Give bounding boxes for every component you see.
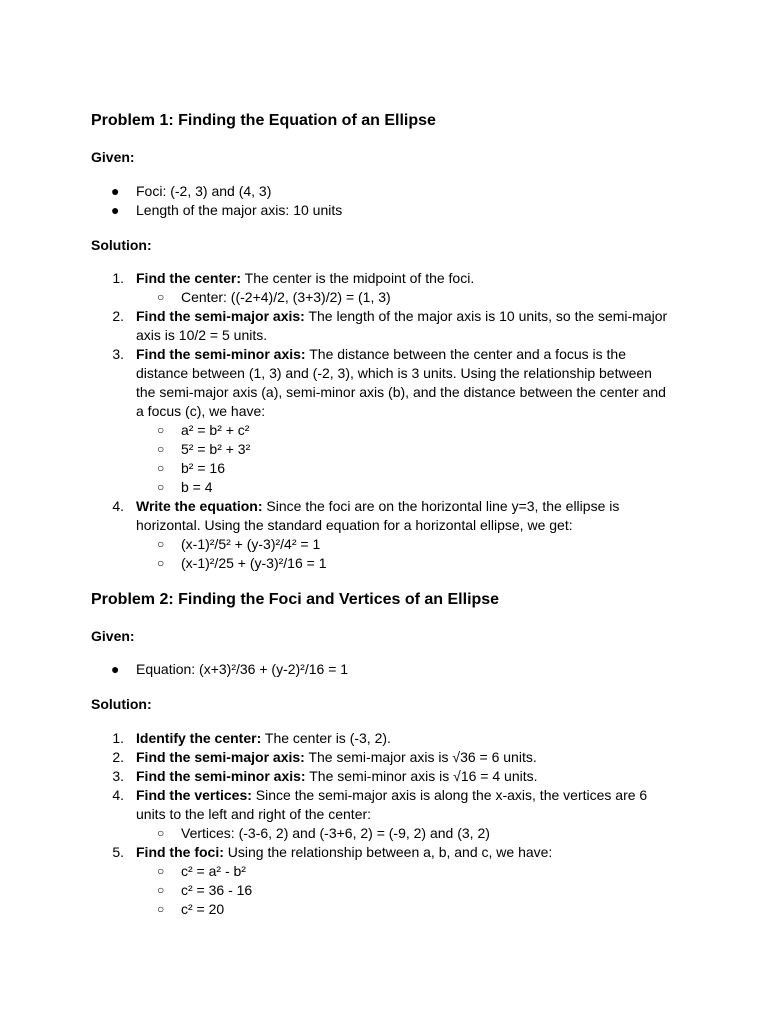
problem-1-steps [91, 269, 671, 573]
circle-bullet-icon: ○ [157, 461, 165, 475]
step-text: Since the semi-major axis is along the x-axis, the vertices are 6 units to the left and right of the center: [136, 787, 648, 822]
sub-item-text: Vertices: (-3-6, 2) and (-3+6, 2) = (-9, 2) and (3, 2) [181, 825, 490, 841]
step-item [91, 767, 671, 786]
sub-item-text: c² = 20 [181, 901, 225, 917]
step-number: 5. [112, 844, 124, 860]
step-number: 2. [112, 749, 124, 765]
sub-item [136, 440, 671, 459]
step-text: The center is (-3, 2). [261, 730, 391, 746]
problem-2-given-list [91, 660, 671, 679]
step-number: 4. [112, 787, 124, 803]
sub-item [136, 900, 671, 919]
step-text: The distance between the center and a focus is the distance between (1, 3) and (-2, 3), which is 3 units. Using the relationship between the semi-major axis (a), semi-minor axis (b), and the distance between the center and a focus (c), we have: [136, 346, 666, 419]
problem-1-title: Problem 1: Finding the Equation of an Ellipse [91, 112, 436, 129]
sub-item-text: b = 4 [181, 479, 213, 495]
step-lead: Find the semi-minor axis: [136, 346, 306, 362]
step-number: 4. [112, 498, 124, 514]
step-number: 1. [112, 730, 124, 746]
step-item [91, 307, 671, 345]
step-item [91, 497, 671, 573]
step-lead: Find the center: [136, 270, 242, 286]
step-lead: Find the vertices: [136, 787, 252, 803]
sub-item [136, 421, 671, 440]
step-lead: Find the semi-major axis: [136, 308, 305, 324]
sub-item-text: c² = 36 - 16 [181, 882, 253, 898]
problem-2-given-label: Given: [91, 628, 135, 644]
circle-bullet-icon: ○ [157, 442, 165, 456]
step-number: 1. [112, 270, 124, 286]
list-item [91, 201, 671, 220]
circle-bullet-icon: ○ [157, 864, 165, 878]
step-item [91, 729, 671, 748]
sub-item [136, 478, 671, 497]
sub-item-text: b² = 16 [181, 460, 225, 476]
step-text: Since the foci are on the horizontal line y=3, the ellipse is horizontal. Using the standard equation for a horizontal ellipse, we get: [136, 498, 620, 533]
step-sublist [136, 862, 671, 919]
bullet-icon: ● [111, 183, 120, 199]
problem-1-solution-label: Solution: [91, 237, 152, 253]
sub-item [136, 535, 671, 554]
step-sublist [136, 824, 671, 843]
sub-item-text: 5² = b² + 3² [181, 441, 251, 457]
circle-bullet-icon: ○ [157, 883, 165, 897]
step-lead: Write the equation: [136, 498, 263, 514]
step-number: 2. [112, 308, 124, 324]
given-item-text: Length of the major axis: 10 units [136, 202, 343, 218]
sub-item-text: c² = a² - b² [181, 863, 246, 879]
step-item [91, 748, 671, 767]
circle-bullet-icon: ○ [157, 902, 165, 916]
sub-item [136, 824, 671, 843]
sub-item-text: Center: ((-2+4)/2, (3+3)/2) = (1, 3) [181, 289, 391, 305]
step-sublist [136, 535, 671, 573]
bullet-icon: ● [111, 661, 120, 677]
circle-bullet-icon: ○ [157, 423, 165, 437]
step-item [91, 269, 671, 307]
circle-bullet-icon: ○ [157, 537, 165, 551]
step-text: The semi-minor axis is √16 = 4 units. [305, 768, 538, 784]
circle-bullet-icon: ○ [157, 826, 165, 840]
circle-bullet-icon: ○ [157, 556, 165, 570]
sub-item-text: (x-1)²/5² + (y-3)²/4² = 1 [181, 536, 321, 552]
list-item [91, 660, 671, 679]
step-sublist [136, 421, 671, 497]
problem-1-given-list [91, 182, 671, 220]
given-item-text: Foci: (-2, 3) and (4, 3) [136, 183, 272, 199]
step-text: Using the relationship between a, b, and c, we have: [223, 844, 553, 860]
problem-2-solution-label: Solution: [91, 696, 152, 712]
sub-item-text: a² = b² + c² [181, 422, 250, 438]
step-text: The length of the major axis is 10 units, so the semi-major axis is 10/2 = 5 units. [136, 308, 668, 343]
problem-1-given-label: Given: [91, 149, 135, 165]
sub-item-text: (x-1)²/25 + (y-3)²/16 = 1 [181, 555, 327, 571]
step-lead: Find the foci: [136, 844, 224, 860]
step-lead: Identify the center: [136, 730, 262, 746]
step-text: The semi-major axis is √36 = 6 units. [304, 749, 537, 765]
step-lead: Find the semi-major axis: [136, 749, 305, 765]
sub-item [136, 862, 671, 881]
step-text: The center is the midpoint of the foci. [241, 270, 475, 286]
bullet-icon: ● [111, 202, 120, 218]
circle-bullet-icon: ○ [157, 480, 165, 494]
step-number: 3. [112, 346, 124, 362]
step-number: 3. [112, 768, 124, 784]
step-lead: Find the semi-minor axis: [136, 768, 306, 784]
step-item [91, 345, 671, 497]
step-item [91, 843, 671, 919]
sub-item [136, 554, 671, 573]
given-item-text: Equation: (x+3)²/36 + (y-2)²/16 = 1 [136, 661, 349, 677]
circle-bullet-icon: ○ [157, 290, 165, 304]
step-sublist [136, 288, 671, 307]
sub-item [136, 459, 671, 478]
sub-item [136, 288, 671, 307]
problem-2-steps [91, 729, 671, 919]
sub-item [136, 881, 671, 900]
list-item [91, 182, 671, 201]
problem-2-title: Problem 2: Finding the Foci and Vertices of an Ellipse [91, 591, 500, 608]
step-item [91, 786, 671, 843]
